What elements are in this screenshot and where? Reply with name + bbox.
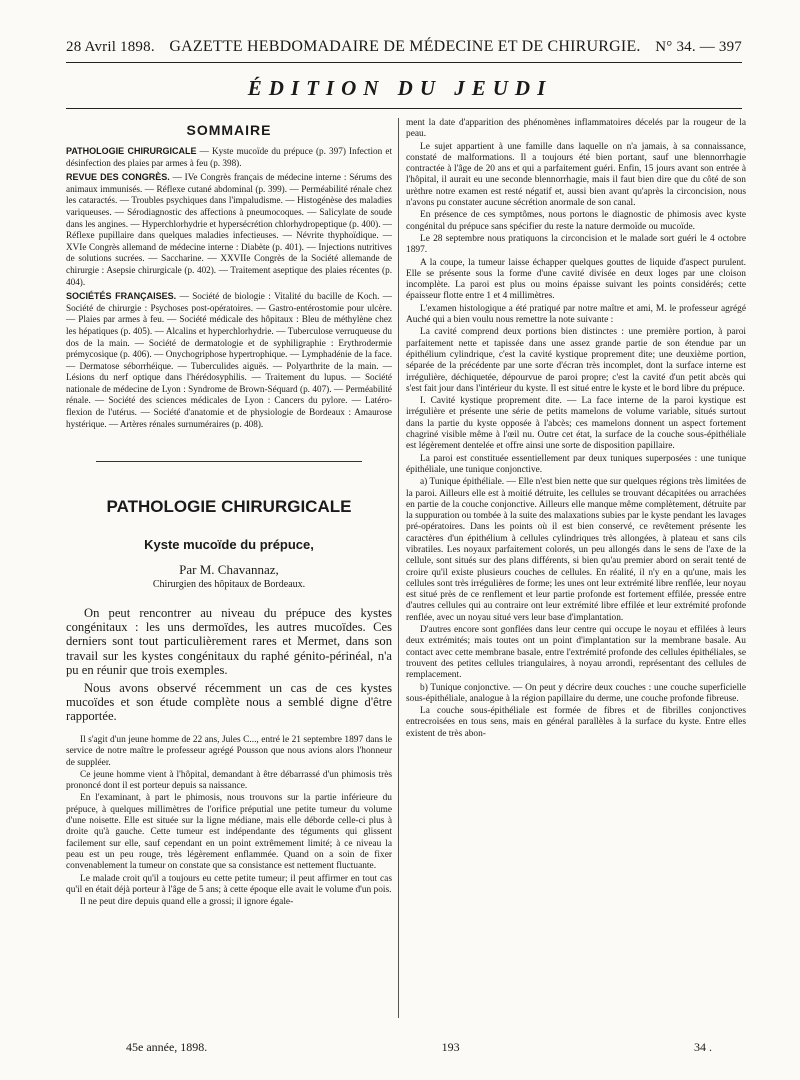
running-header (66, 38, 742, 56)
article-affiliation: Chirurgien des hôpitaux de Bordeaux. (152, 579, 306, 591)
body-paragraph: A la coupe, la tumeur laisse échapper quelques gouttes de liquide d'aspect purulent. Elle se présente sous la forme d'une cavité divisée en deux loges par une cloison incomplète. La paroi est plus ou moins épaisse suivant les points considérés; cette épaisseur flotte entre 1 et 4 millimètres. (406, 257, 746, 302)
body-paragraph: La cavité comprend deux portions bien distinctes : une première portion, à paroi parfaitement nette et tapissée dans une assez grande partie de son étendue par un épithélium cylindrique, c'est la cavité kystique proprement dite; une deuxième portion, séparée de la précédente par une sorte d'écran très incomplet, dont la surface interne est irrégulière, déchiquetée, dépourvue de paroi propre; c'est la cavité d'un petit abcès qui s'est fait jour dans l'intérieur du kyste. Il est situé entre le kyste et le bord libre du prépuce. (406, 327, 746, 394)
section-title: PATHOLOGIE CHIRURGICALE (106, 497, 352, 517)
section-separator (66, 433, 392, 493)
body-paragraph: En présence de ces symptômes, nous portons le diagnostic de phimosis avec kyste congénital du prépuce sans spécifier du reste la nature dermoïde ou mucoïde. (406, 210, 746, 232)
body-paragraph: Ce jeune homme vient à l'hôpital, demandant à être débarrassé d'un phimosis très prononcé dont il est porteur depuis sa naissance. (66, 769, 392, 792)
article-title: Kyste mucoïde du prépuce, (144, 537, 314, 553)
sommaire-entry (66, 146, 392, 169)
body-paragraph: D'autres encore sont gonflées dans leur centre qui occupe le noyau et effilées à leurs deux extrémités; mais toutes ont un point d'implantation sur la membrane basale. Au contact avec cette membrane basale, entre l'extrémité profonde des cellules épithéliales, se trouvent des petites cellules triangulaires, à noyau arrondi, représentant des cellules de remplacement. (406, 625, 746, 681)
sommaire-entry-text: — Société de biologie : Vitalité du bacille de Koch. — Société de chirurgie : Psychoses post-opératoires. — Gastro-entérostomie pour ulcère. — Plaies par armes à feu. — Société médicale des hôpitaux : Bleu de méthylène chez les hépatiques (p. 405). — Alcalins et hyperchlorhydrie. — Tuberculose verruqueuse du dos de la main. — Société de dermatologie et de syphiligraphie : Erythrodermie prémycosique (p. 406). — Onychogriphose hypertrophique. — Lymphadénie de la face. — Dermatose séborrhéique. — Tuberculides aiguës. — Polyarthrite de la main. — Lésions du nerf optique dans l'hérédosyphilis. — Traitement du lupus. — Société nationale de médecine de Lyon : Syndrome de Brown-Séquard (p. 407). — Perméabilité rénale. — Société des sciences médicales de Lyon : Cancers du pylore. — Latéro-flexion de l'utérus. — Société d'anatomie et de physiologie de Bordeaux : Amaurose hystérique. — Artères rénales surnuméraires (p. 408). (66, 291, 392, 429)
header-issue-page: N° 34. — 397 (655, 39, 742, 55)
sommaire-entry-head: REVUE DES CONGRÈS. (66, 172, 170, 183)
body-paragraph: Le malade croit qu'il a toujours eu cette petite tumeur; il peut affirmer en tout cas qu'il en était déjà porteur à l'âge de 5 ans; à cette époque elle avait le volume d'un pois. (66, 873, 392, 895)
sommaire-entry (66, 291, 392, 430)
body-paragraph: La paroi est constituée essentiellement par deux tuniques superposées : une tunique épithéliale, une tunique conjonctive. (406, 453, 746, 475)
sommaire-entry (66, 172, 392, 288)
header-journal-title: GAZETTE HEBDOMADAIRE DE MÉDECINE ET DE CHIRURGIE. (169, 38, 641, 55)
sommaire-entry-text: — Kyste mucoïde du prépuce (p. 397) Infection et désinfection des plaies par armes à feu (p. 398). (66, 146, 392, 168)
right-column (406, 118, 746, 741)
body-paragraph: I. Cavité kystique proprement dite. — La face interne de la paroi kystique est irrégulière et présente une série de petits mamelons de volume variable, situés surtout dans la partie du kyste opposée à l'abcès; ces mamelons donnent un aspect fortement chagriné visible même à l'œil nu. Outre cet état, la surface de la couche sous-épithéliale est légèrement dentelée et offre ainsi une sorte de disposition papillaire. (406, 396, 746, 452)
body-paragraph: a) Tunique épithéliale. — Elle n'est bien nette que sur quelques régions très limitées de la paroi. Ailleurs elle est à moitié détruite, les cellules se trouvant décapitées ou arrachées en partie de la couche conjonctive. Ailleurs elle manque même complètement, détruite par la suppuration ou tombée à la suite des malaxations subies par le kyste pendant les lavages pré-opératoires. Dans les points où il est bien conservé, ce revêtement présente les caractères d'un épithélium à cellules cylindriques très allongées, à plateau et sans cils vibratiles. Les noyaux parfaitement colorés, un peu allongés dans le sens de l'axe de la cellule, sont situés sur des plans différents, si bien qu'au premier abord on serait tenté de croire qu'il existe plusieurs couches de cellules. En réalité, il n'y en a qu'une, mais les cellules sont très irrégulières de forme; les unes ont leur extrémité libre renflée, leur noyau est situé près de ce renflement et leur partie profonde est fortement effilée, pressée entre d'autres cellules qui au contraire ont leur extrémité libre effilée et leur extrémité profonde renflée, avec un noyau situé vers leur base d'implantation. (406, 477, 746, 623)
sommaire-entry-text: — IVe Congrès français de médecine interne : Sérums des animaux immunisés. — Réflexe cutané abdominal (p. 399). — Perméabilité rénale chez les cataractés. — Troubles psychiques dans l'impaludisme. — Histogénèse des maladies variqueuses. — Sérodiagnostic des affections à pneumocoques. — Salicylate de soude dans les angines. — Hyperchlorhydrie et hypersécrétion chlorhydropeptique (p. 400). — Réflexe pupillaire dans quelques maladies infectieuses. — Névrite thyphoïdique. — XVIe Congrès allemand de médecine interne : Diabète (p. 401). — Injections nutritives de solutions sucrées. — Saccharine. — XXVIIe Congrès de la Société allemande de chirurgie : Asepsie chirurgicale (p. 402). — Traitement aseptique des plaies récentes (p. 404). (66, 172, 392, 287)
body-paragraph: En l'examinant, à part le phimosis, nous trouvons sur la partie inférieure du prépuce, à quelques millimètres de l'orifice préputial une petite tumeur du volume d'une noisette. Elle est située sur la ligne médiane, mais elle déborde celle-ci plus à droite qu'à gauche. Cette tumeur est indépendante des téguments qui glissent facilement sur elle, sauf cependant en un point extrêmement limité; à ce niveau la peau est un peu rouge, très légèrement enflammée. Quand on a soin de fixer convenablement la tumeur on constate que sa consistance est nettement fluctuante. (66, 793, 392, 872)
sommaire-entry-head: SOCIÉTÉS FRANÇAISES. (66, 291, 177, 302)
lead-paragraph: Nous avons observé récemment un cas de ces kystes mucoïdes et son étude complète nous a semblé digne d'être rapportée. (66, 680, 392, 723)
page-footer (66, 1040, 742, 1055)
header-rule (66, 62, 742, 63)
header-date: 28 Avril 1898. (66, 39, 155, 55)
body-paragraph: b) Tunique conjonctive. — On peut y décrire deux couches : une couche superficielle sous-épithéliale, analogue à la région papillaire du derme, une couche profonde fibreuse. (406, 682, 746, 704)
body-paragraph: Il ne peut dire depuis quand elle a grossi; il ignore égale- (80, 897, 294, 908)
sommaire-title: SOMMAIRE (186, 122, 272, 138)
body-paragraph: L'examen histologique a été pratiqué par notre maître et ami, M. le professeur agrégé Auché qui a bien voulu nous remettre la note suivante : (406, 303, 746, 326)
body-paragraph: Il s'agit d'un jeune homme de 22 ans, Jules C..., entré le 21 septembre 1897 dans le service de notre maître le professeur agrégé Pousson que nous avions alors l'honneur de suppléer. (66, 735, 392, 768)
edition-banner: ÉDITION DU JEUDI (247, 76, 553, 100)
body-paragraph: ment la date d'apparition des phénomènes inflammatoires décelés par la rougeur de la peau. (406, 118, 746, 140)
article-byline: Par M. Chavannaz, (179, 562, 279, 578)
footer-volume: 45e année, 1898. (126, 1040, 208, 1054)
edition-rule (66, 108, 742, 109)
lead-paragraph: On peut rencontrer au niveau du prépuce des kystes congénitaux : les uns dermoïdes, les autres mucoïdes. Ces derniers sont tout particulièrement rares et Mermet, dans son travail sur les kystes congénitaux du raphé génito-périnéal, n'a pu en réunir que trois exemples. (66, 606, 392, 677)
body-paragraph: Le sujet appartient à une famille dans laquelle on n'a jamais, à sa connaissance, constaté de malformations. Il a toujours été bien portant, sauf une blennorrhagie contractée à l'âge de 20 ans et qui a parfaitement guéri. Enfin, 15 jours avant son entrée à l'hôpital, il aurait eu une seconde blennorrhagie, mais il faut bien dire que du côté de son urèthre notre examen est resté négatif et, aussi bien avant qu'après la circoncision, nous n'avons pu constater aucune sécrétion anormale de son canal. (406, 141, 746, 209)
body-paragraph: Le 28 septembre nous pratiquons la circoncision et le malade sort guéri le 4 octobre 1897. (406, 233, 746, 256)
footer-page-center: 193 (441, 1040, 460, 1054)
footer-page-right: 34 . (694, 1040, 712, 1054)
body-paragraph: La couche sous-épithéliale est formée de fibres et de fibrilles conjonctives entrecroisées en tous sens, mais en général parallèles à la surface du kyste. Entre elles existent de très abon- (406, 706, 746, 739)
sommaire-entry-head: PATHOLOGIE CHIRURGICALE (66, 146, 197, 156)
column-divider (398, 118, 399, 1018)
left-column (66, 118, 392, 909)
